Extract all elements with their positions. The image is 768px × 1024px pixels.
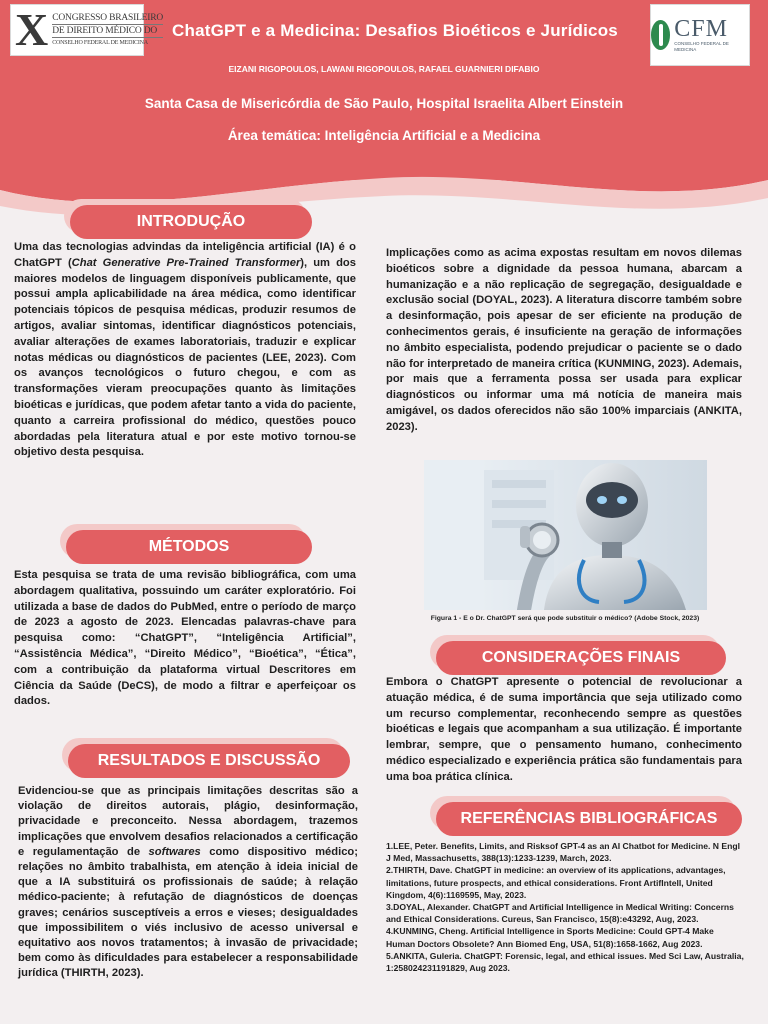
intro-text-part1: Uma das tecnologias advindas da inteligência artificial (IA) é o ChatGPT ( xyxy=(14,241,356,269)
references-list xyxy=(386,840,744,974)
reference-item: 1.LEE, Peter. Benefits, Limits, and Risksof GPT-4 as an AI Chatbot for Medicine. N Engl J Med, Massachusetts, 388(13):1233-1239, March, 2023. xyxy=(386,841,741,864)
poster-institution: Santa Casa de Misericórdia de São Paulo, Hospital Israelita Albert Einstein xyxy=(144,96,624,111)
congress-logo-line1: CONGRESSO BRASILEIRO xyxy=(52,13,164,23)
robot-doctor-photo xyxy=(424,460,707,610)
congress-logo-line3: CONSELHO FEDERAL DE MEDICINA xyxy=(52,40,148,46)
reference-item: 5.ANKITA, Guleria. ChatGPT: Forensic, legal, and ethical issues. Med Sci Law, Australia, 1:258024231191829, Aug 2023. xyxy=(386,950,744,974)
poster-title: ChatGPT e a Medicina: Desafios Bioéticos e Jurídicos xyxy=(172,21,618,40)
reference-item: 3.DOYAL, Alexander. ChatGPT and Artificial Intelligence in Medical Writing: Concerns and Ethical Considerations. Cureus, San Francisco, 15(8):e43292, Aug, 2023. xyxy=(386,902,734,925)
congress-logo-line2: DE DIREITO MÉDICO DO xyxy=(52,26,163,38)
results-paragraph xyxy=(18,784,358,982)
section-heading-referencias xyxy=(436,802,742,836)
section-heading-metodos xyxy=(66,530,312,564)
results-text-part1: Evidenciou-se que as principais limitações descritas são a violação de direitos autorais, plágio, desinformação, privacidade e preconceito. Nessa abordagem, trazemos implicações que envolvem desafios relacionados a certificação e regulamentação de xyxy=(18,785,358,858)
cfm-logo xyxy=(650,4,750,66)
figure-caption: Figura 1 - E o Dr. ChatGPT será que pode substituir o médico? (Adobe Stock, 2023) xyxy=(430,615,700,622)
congress-logo xyxy=(10,4,164,56)
results-text-emphasis: softwares xyxy=(148,845,201,858)
implications-paragraph: Implicações como as acima expostas resultam em novos dilemas bioéticos sobre a dignidade da pessoa humana, abarcam a humanização e a não replicação de segregação, desigualdade e exclusão social (DOYAL, 2023). A literatura discorre também sobre a desinformação, pois apesar de ser eficiente na produção de conhecimentos gerais, é insuficiente na geração de informações no âmbito especialista, podendo prejudicar o paciente se o dado não for interpretado de maneira crítica (KUNMING, 2023). Ademais, por mais que a ferramenta possa ser usada para explicar diagnósticos ou informar uma má notícia de maneira mais amigável, os dados oferecidos não são 100% imparciais (ANKITA, 2023). xyxy=(386,247,742,433)
reference-item: 2.THIRTH, Dave. ChatGPT in medicine: an overview of its applications, advantages, limitations, future prospects, and ethical considerations. Front ArtifIntell, United Kingdom, 4(6):1169595, May, 2023. xyxy=(386,865,726,900)
section-heading-consideracoes-label: CONSIDERAÇÕES FINAIS xyxy=(481,649,681,666)
robot-doctor-illustration xyxy=(424,460,707,610)
intro-paragraph xyxy=(14,240,356,461)
section-heading-introducao-label: INTRODUÇÃO xyxy=(136,213,246,230)
poster-theme: Área temática: Inteligência Artificial e a Medicina xyxy=(227,128,541,143)
section-heading-metodos-label: MÉTODOS xyxy=(148,538,230,555)
cfm-logo-name: CFM xyxy=(674,16,728,42)
cfm-emblem-icon xyxy=(651,20,670,50)
section-heading-introducao xyxy=(70,205,312,239)
section-heading-resultados-label: RESULTADOS E DISCUSSÃO xyxy=(97,752,321,769)
methods-paragraph: Esta pesquisa se trata de uma revisão bibliográfica, com uma abordagem qualitativa, possuindo um caráter exploratório. Foi utilizada a base de dados do PubMed, entre o período de março de 2023 a agosto de 2023. Elencadas palavras-chave para pesquisa como: “ChatGPT”, “Inteligência Artificial”, “Assistência Médica”, “Direito Médico”, “Bioética”, “Ética”, com a contribuição da plataforma virtual Descritores em Ciência da Saúde (DeCS), de modo a filtrar e aperfeiçoar os dados. xyxy=(14,569,356,708)
intro-text-emphasis: Chat Generative Pre-Trained Transformer xyxy=(71,256,301,269)
intro-text-part2: ), um dos maiores modelos de linguagem disponíveis publicamente, que possui ampla aplicabilidade na área médica, como identificar potenciais tópicos de pesquisa médicas, produzir resumos de artigos, avaliar sintomas, identificar diagnósticos potenciais, avaliar alterações de exames laboratoriais, traduzir e explicar notas médicas ou diagnósticos de pacientes (LEE, 2023). Com os avanços tecnológicos o futuro chegou, e com as transformações vieram preocupações quanto às limitações bioéticas e jurídicas, que podem afetar tanto a vida do paciente, quanto a carreira profissional do médico, questões pouco abordadas pela literatura atual e por este motivo tornou-se objetivo desta pesquisa. xyxy=(14,256,356,459)
congress-logo-numeral: X xyxy=(15,4,49,55)
reference-item: 4.KUNMING, Cheng. Artificial Intelligence in Sports Medicine: Could GPT-4 Make Human Doctors Obsolete? Ann Biomed Eng, USA, 51(8):1658-1662, Aug 2023. xyxy=(386,926,714,949)
conclusion-paragraph: Embora o ChatGPT apresente o potencial de revolucionar a atuação médica, é de suma importância que seja utilizado como um recurso complementar, reconhecendo sempre as questões bioéticas e legais que acompanham a sua utilização. É importante lembrar, sempre, que o pensamento humano, conhecimento médico especializado e experiência prática são fundamentais para uma boa prática clínica. xyxy=(386,676,742,783)
section-heading-consideracoes xyxy=(436,641,726,675)
section-heading-referencias-label: REFERÊNCIAS BIBLIOGRÁFICAS xyxy=(460,810,718,827)
poster-authors: EIZANI RIGOPOULOS, LAWANI RIGOPOULOS, RAFAEL GUARNIERI DIFABIO xyxy=(228,64,540,74)
cfm-logo-subtitle: CONSELHO FEDERAL DE MEDICINA xyxy=(674,41,729,52)
results-text-part2: como dispositivo médico; relações no âmbito trabalhista, em atenção à ideia inicial de que a IA substituirá os profissionais de saúde; à relação médico-paciente; à refutação de diagnósticos de doenças graves; cenários susceptíveis a erros e vieses; desigualdades que impossibilitem o viés inclusivo de acesso universal e equitativo aos novos tratamentos; à invasão de privacidade; bem como às dificuldades para estabelecer a responsabilidade jurídica (THIRTH, 2023). xyxy=(18,845,358,980)
section-heading-resultados xyxy=(68,744,350,778)
